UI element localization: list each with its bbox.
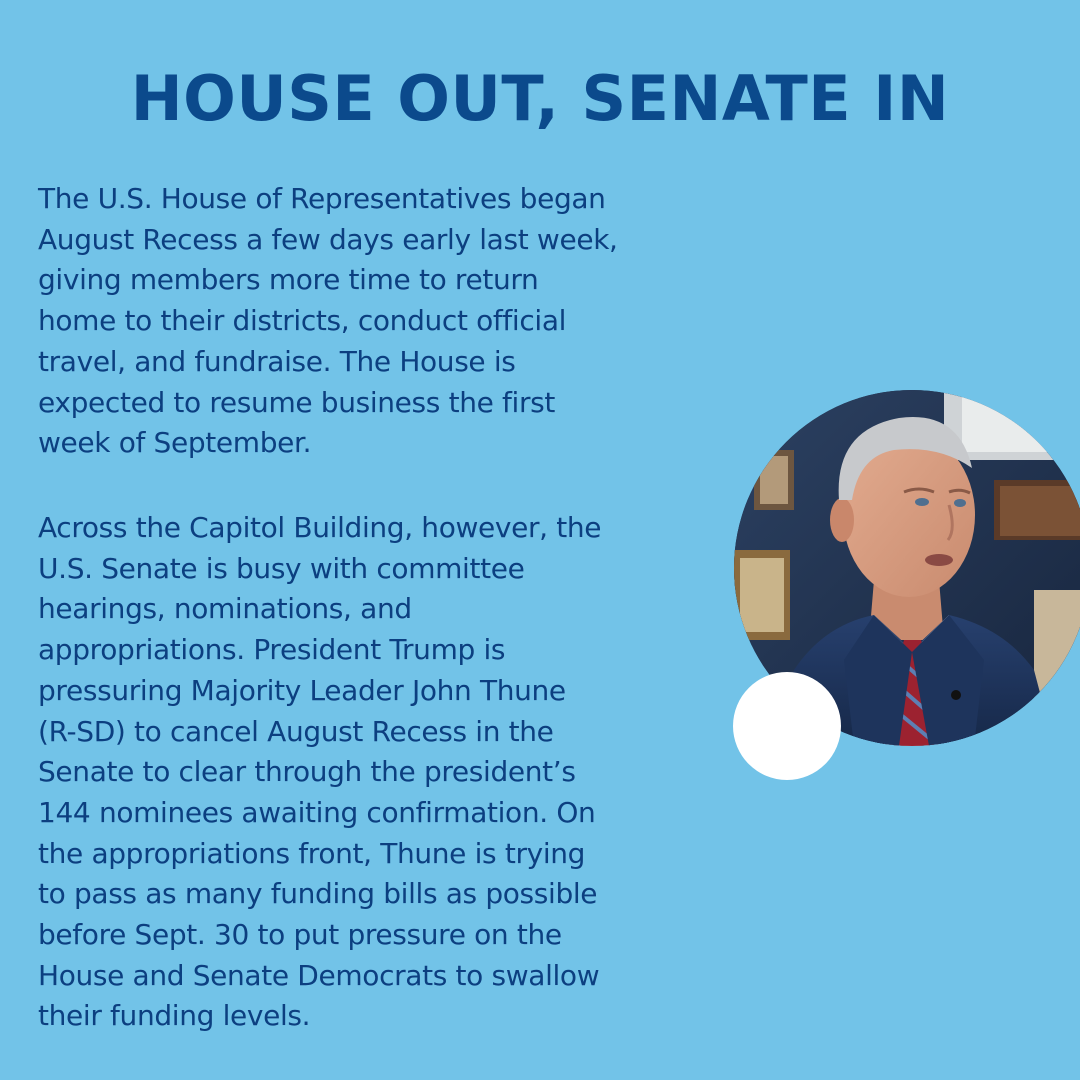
decorative-circle <box>733 672 841 780</box>
paragraph-house: The U.S. House of Representatives began August Recess a few days early last week, giving members more time to return home to their districts, conduct official travel, and fundraise. The House is expected to resume business the first week of September. <box>38 182 618 460</box>
paragraph-senate: Across the Capitol Building, however, the U.S. Senate is busy with committee hearings, nominations, and appropriations. President Trump is pressuring Majority Leader John Thune (R-SD) to cancel August Recess in the Senate to clear through the president’s 144 nominees awaiting confirmation. On the appropriations front, Thune is trying to pass as many funding bills as possible before Sept. 30 to put pressure on the House and Senate Democrats to swallow their funding levels. <box>38 511 602 1033</box>
headline: HOUSE OUT, SENATE IN <box>130 62 950 135</box>
